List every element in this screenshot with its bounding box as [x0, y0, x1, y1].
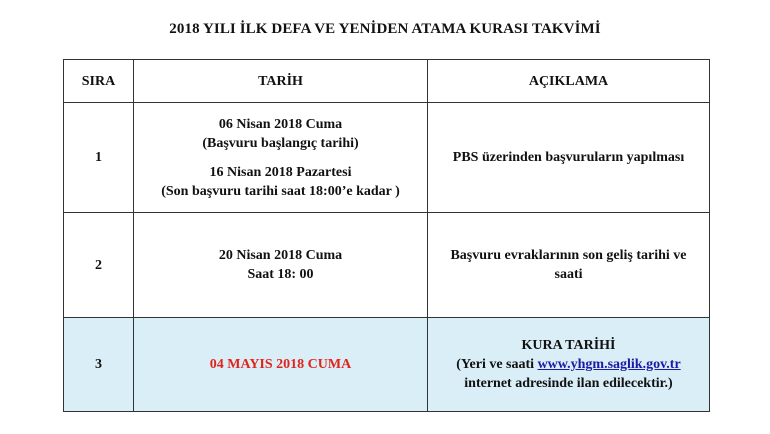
row-number: 3	[64, 317, 134, 411]
date-text: 16 Nisan 2018 Pazartesi	[209, 164, 352, 180]
row-number: 1	[64, 103, 134, 213]
date-text: 06 Nisan 2018 Cuma	[218, 116, 343, 132]
draw-date: 04 MAYIS 2018 CUMA	[134, 317, 428, 411]
row-number: 2	[64, 213, 134, 317]
table-row	[64, 103, 710, 213]
schedule-table	[63, 59, 710, 412]
description-text	[434, 355, 703, 374]
description-cell: PBS üzerinden başvuruların yapılması	[428, 103, 710, 213]
page-title: 2018 YILI İLK DEFA VE YENİDEN ATAMA KURASI TAKVİMİ	[169, 21, 601, 37]
column-header-aciklama: AÇIKLAMA	[428, 60, 710, 103]
description-cell	[428, 317, 710, 411]
draw-date-title: KURA TARİHİ	[521, 337, 616, 353]
description-text: internet adresinde ilan edilecektir.)	[464, 375, 673, 391]
table-row	[64, 213, 710, 317]
column-header-tarih: TARİH	[134, 60, 428, 103]
description-prefix: (Yeri ve saati	[456, 356, 538, 372]
website-link[interactable]: www.yhgm.saglik.gov.tr	[537, 356, 681, 372]
date-note: (Son başvuru tarihi saat 18:00’e kadar )	[161, 183, 400, 199]
column-header-sira: SIRA	[64, 60, 134, 103]
date-cell	[134, 213, 428, 317]
time-text: Saat 18: 00	[247, 267, 314, 283]
description-text: saati	[554, 267, 583, 283]
table-header-row	[64, 60, 710, 103]
date-text: 20 Nisan 2018 Cuma	[218, 248, 343, 264]
date-cell	[134, 103, 428, 213]
date-note: (Başvuru başlangıç tarihi)	[202, 135, 359, 151]
description-cell	[428, 213, 710, 317]
table-row-highlighted	[64, 317, 710, 411]
description-text: Başvuru evraklarının son geliş tarihi ve	[450, 248, 687, 264]
